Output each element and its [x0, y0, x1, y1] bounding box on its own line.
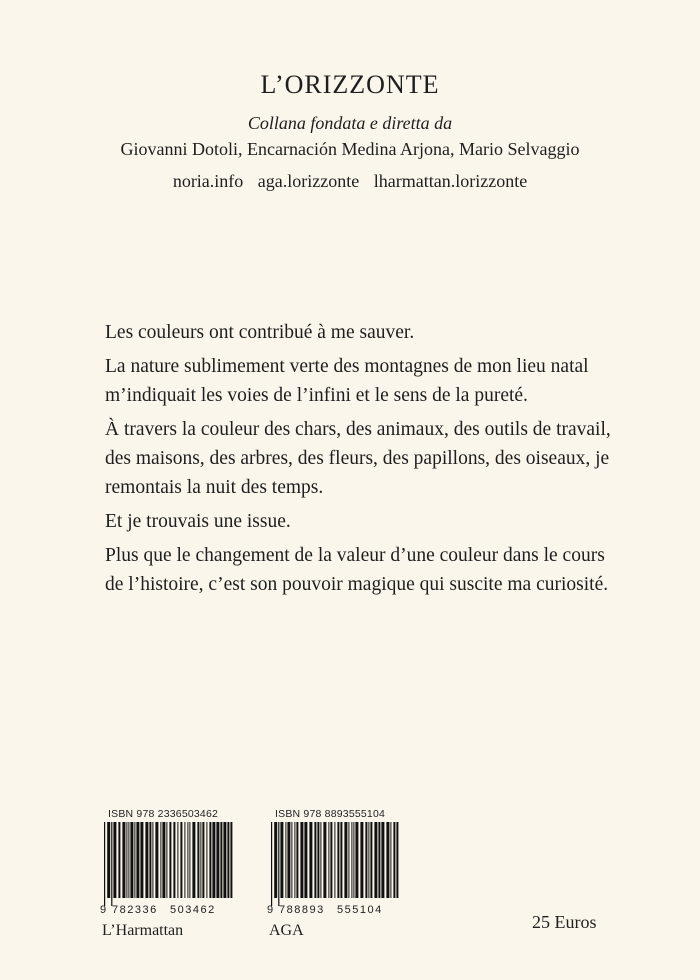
collection-header	[0, 70, 700, 192]
barcode-aga	[267, 808, 402, 940]
barcode-digit-prefix: 9	[267, 904, 274, 916]
barcode-digit-prefix: 9	[100, 904, 107, 916]
barcode-bar	[230, 822, 232, 898]
barcode-bar	[337, 822, 339, 898]
barcode-bar	[294, 822, 295, 898]
barcode-bar	[323, 822, 326, 898]
barcode-bar	[223, 822, 226, 898]
isbn-label: ISBN 978 8893555104	[275, 808, 386, 820]
paragraph: Les couleurs ont contribué à me sauver.	[105, 322, 415, 343]
barcode-bar	[328, 822, 329, 898]
barcode-bar	[152, 822, 153, 898]
barcode-bar	[285, 822, 286, 898]
barcode-bar	[314, 822, 316, 898]
barcode-bar	[360, 822, 363, 898]
barcode-bar	[192, 822, 195, 898]
barcode-bar	[216, 822, 219, 898]
barcode-bar	[348, 822, 349, 898]
barcode-bar	[309, 822, 312, 898]
barcode-bars	[100, 822, 235, 906]
barcode-bar	[166, 822, 167, 898]
barcode-bar	[189, 822, 190, 898]
barcode-bar	[330, 822, 332, 898]
barcode-bar	[134, 822, 135, 898]
barcode-bar	[374, 822, 377, 898]
barcode-bar	[104, 822, 105, 906]
paragraph: La nature sublimement verte des montagnes de mon lieu natal m’indiquait les voies de l’infini et le sens de la pureté.	[105, 356, 589, 406]
barcode-bar	[291, 822, 292, 898]
barcode-bar	[197, 822, 199, 898]
collection-subtitle: Collana fondata e diretta da	[247, 113, 453, 133]
barcode-bar	[317, 822, 319, 898]
paragraph: Plus que le changement de la valeur d’une couleur dans le cours de l’histoire, c’est son pouvoir magique qui suscite ma curiosité.	[105, 545, 609, 595]
price: 25 Euros	[532, 912, 597, 932]
barcode-digit-group: 782336	[112, 904, 158, 916]
barcode-bar	[393, 822, 395, 898]
barcode-bar	[160, 822, 161, 898]
barcode-bar	[296, 822, 298, 898]
barcode-digits	[100, 904, 235, 916]
paragraph: Et je trouvais une issue.	[105, 511, 291, 532]
paragraph: À travers la couleur des chars, des animaux, des outils de travail, des maisons, des arbres, des fleurs, des papillons, des oiseaux, je remontais la nuit des temps.	[105, 419, 611, 498]
barcode-bar	[227, 822, 229, 898]
barcode-bar	[365, 822, 367, 898]
barcode-bar	[136, 822, 139, 898]
collection-title: L’ORIZZONTE	[260, 70, 440, 99]
barcode-bar	[271, 822, 272, 906]
barcode-bar	[274, 822, 277, 898]
barcode-bar	[113, 822, 116, 898]
barcode-bar	[180, 822, 182, 898]
barcode-bar	[140, 822, 143, 898]
barcode-bar	[355, 822, 358, 898]
barcode-bar	[353, 822, 354, 898]
publisher-name: L’Harmattan	[102, 922, 184, 939]
barcode-bar	[334, 822, 335, 898]
barcode-bar	[169, 822, 171, 898]
barcode-bar	[145, 822, 148, 898]
barcode-bar	[177, 822, 178, 898]
back-cover-text	[105, 318, 625, 604]
barcode-bar	[278, 822, 279, 906]
barcode-bar	[378, 822, 380, 898]
barcode-bar	[200, 822, 201, 898]
barcode-bar	[220, 822, 222, 898]
barcode-digit-group: 555104	[337, 904, 383, 916]
barcode-bar	[118, 822, 120, 898]
barcode-bar	[212, 822, 215, 898]
barcode-bar	[368, 822, 369, 898]
barcode-bar	[344, 822, 347, 898]
barcode-bar	[370, 822, 372, 898]
barcode-digit-group: 503462	[170, 904, 216, 916]
barcode-harmattan	[100, 808, 235, 940]
barcode-bars	[267, 822, 402, 906]
barcode-bar	[300, 822, 303, 898]
link-harmattan: lharmattan.lorizzonte	[373, 171, 528, 191]
barcode-bar	[122, 822, 125, 898]
barcode-bar	[173, 822, 175, 898]
barcode-bar	[187, 822, 188, 898]
link-noria: noria.info	[172, 171, 244, 191]
barcode-digit-group: 788893	[279, 904, 325, 916]
barcode-bar	[396, 822, 398, 898]
barcode-bar	[351, 822, 352, 898]
barcode-bar	[381, 822, 384, 898]
barcode-bar	[320, 822, 321, 898]
barcode-bar	[209, 822, 211, 898]
barcode-bar	[280, 822, 283, 898]
barcode-bar	[184, 822, 185, 898]
barcode-bar	[304, 822, 307, 898]
collection-links	[0, 170, 700, 192]
barcode-bar	[390, 822, 391, 898]
barcode-digits	[267, 904, 402, 916]
collection-directors: Giovanni Dotoli, Encarnación Medina Arjona, Mario Selvaggio	[120, 139, 580, 159]
barcode-bar	[287, 822, 290, 898]
publisher-name: AGA	[269, 922, 304, 939]
link-aga: aga.lorizzonte	[257, 171, 360, 191]
barcode-bar	[386, 822, 389, 898]
barcode-bar	[162, 822, 165, 898]
barcode-bar	[155, 822, 158, 898]
isbn-label: ISBN 978 2336503462	[108, 808, 219, 820]
barcode-bar	[130, 822, 133, 898]
barcode-bar	[107, 822, 110, 898]
barcode-bar	[340, 822, 342, 898]
barcode-bar	[202, 822, 204, 898]
barcode-bar	[111, 822, 112, 906]
barcode-bar	[206, 822, 207, 898]
barcode-bar	[126, 822, 127, 898]
barcode-bar	[128, 822, 129, 898]
barcode-bar	[149, 822, 151, 898]
